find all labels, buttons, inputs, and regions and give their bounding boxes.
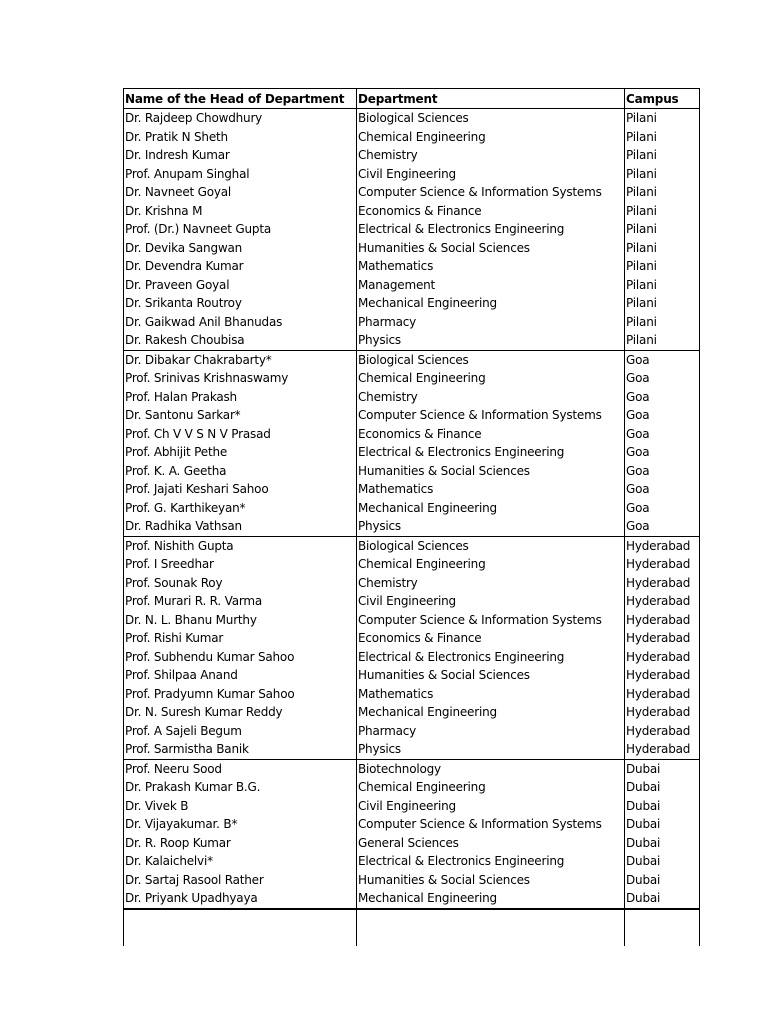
department-cell: Biological Sciences [357, 536, 625, 555]
head-name-cell: Prof. Abhijit Pethe [124, 443, 357, 462]
campus-cell: Hyderabad [625, 722, 700, 741]
table-row [124, 666, 700, 685]
head-name-cell: Prof. K. A. Geetha [124, 462, 357, 481]
campus-cell: Hyderabad [625, 592, 700, 611]
campus-cell: Dubai [625, 834, 700, 853]
department-cell: Chemistry [357, 574, 625, 593]
head-name-cell: Dr. Sartaj Rasool Rather [124, 871, 357, 890]
head-name-cell: Dr. Krishna M [124, 202, 357, 221]
department-cell: Humanities & Social Sciences [357, 239, 625, 258]
head-name-cell: Prof. Shilpaa Anand [124, 666, 357, 685]
department-cell: General Sciences [357, 834, 625, 853]
head-name-cell: Dr. Prakash Kumar B.G. [124, 778, 357, 797]
table-row [124, 648, 700, 667]
department-cell: Biological Sciences [357, 350, 625, 369]
department-cell: Computer Science & Information Systems [357, 406, 625, 425]
table-row [124, 889, 700, 909]
head-name-cell: Prof. Neeru Sood [124, 759, 357, 778]
table-row [124, 797, 700, 816]
department-cell: Computer Science & Information Systems [357, 183, 625, 202]
table-row [124, 555, 700, 574]
campus-cell: Hyderabad [625, 685, 700, 704]
department-cell: Physics [357, 331, 625, 350]
campus-cell: Goa [625, 517, 700, 536]
head-name-cell: Prof. I Sreedhar [124, 555, 357, 574]
table-row [124, 443, 700, 462]
department-cell: Management [357, 276, 625, 295]
table-row [124, 574, 700, 593]
campus-cell: Pilani [625, 276, 700, 295]
campus-cell: Goa [625, 499, 700, 518]
table-row [124, 239, 700, 258]
campus-cell: Goa [625, 369, 700, 388]
head-name-cell: Dr. Srikanta Routroy [124, 294, 357, 313]
campus-cell: Pilani [625, 313, 700, 332]
table-body [124, 109, 700, 946]
campus-cell: Hyderabad [625, 536, 700, 555]
header-campus: Campus [625, 89, 700, 109]
table-row [124, 406, 700, 425]
head-name-cell: Prof. Halan Prakash [124, 388, 357, 407]
head-name-cell: Dr. N. Suresh Kumar Reddy [124, 703, 357, 722]
head-name-cell: Dr. Kalaichelvi* [124, 852, 357, 871]
campus-cell: Goa [625, 480, 700, 499]
head-name-cell: Dr. Navneet Goyal [124, 183, 357, 202]
header-department: Department [357, 89, 625, 109]
head-name-cell: Prof. (Dr.) Navneet Gupta [124, 220, 357, 239]
campus-cell: Pilani [625, 183, 700, 202]
table-row [124, 611, 700, 630]
table-row [124, 480, 700, 499]
campus-cell: Dubai [625, 797, 700, 816]
campus-cell: Goa [625, 425, 700, 444]
department-cell: Economics & Finance [357, 202, 625, 221]
campus-cell: Goa [625, 443, 700, 462]
table-row [124, 740, 700, 759]
table-row [124, 425, 700, 444]
department-cell: Mathematics [357, 257, 625, 276]
department-cell: Computer Science & Information Systems [357, 815, 625, 834]
table-row [124, 815, 700, 834]
head-name-cell: Dr. N. L. Bhanu Murthy [124, 611, 357, 630]
department-cell: Electrical & Electronics Engineering [357, 220, 625, 239]
campus-cell: Dubai [625, 778, 700, 797]
head-name-cell: Dr. Rajdeep Chowdhury [124, 109, 357, 128]
table-row [124, 313, 700, 332]
department-cell: Electrical & Electronics Engineering [357, 443, 625, 462]
head-name-cell: Prof. Subhendu Kumar Sahoo [124, 648, 357, 667]
table-row [124, 629, 700, 648]
table-row [124, 257, 700, 276]
department-cell: Humanities & Social Sciences [357, 871, 625, 890]
header-row [124, 89, 700, 109]
table-row [124, 220, 700, 239]
head-name-cell: Dr. Santonu Sarkar* [124, 406, 357, 425]
department-cell: Electrical & Electronics Engineering [357, 852, 625, 871]
head-name-cell: Prof. Sounak Roy [124, 574, 357, 593]
department-cell: Biological Sciences [357, 109, 625, 128]
campus-cell: Dubai [625, 759, 700, 778]
table-row [124, 294, 700, 313]
department-cell: Mechanical Engineering [357, 703, 625, 722]
hod-table [123, 88, 700, 946]
table-row [124, 276, 700, 295]
table-row [124, 759, 700, 778]
empty-row [124, 909, 700, 946]
empty-cell [124, 909, 357, 946]
campus-cell: Dubai [625, 889, 700, 909]
department-cell: Chemistry [357, 146, 625, 165]
department-cell: Chemistry [357, 388, 625, 407]
department-cell: Chemical Engineering [357, 128, 625, 147]
head-name-cell: Dr. Radhika Vathsan [124, 517, 357, 536]
campus-cell: Hyderabad [625, 648, 700, 667]
head-name-cell: Prof. Jajati Keshari Sahoo [124, 480, 357, 499]
head-name-cell: Dr. Devendra Kumar [124, 257, 357, 276]
campus-cell: Pilani [625, 257, 700, 276]
campus-cell: Pilani [625, 165, 700, 184]
head-name-cell: Prof. Rishi Kumar [124, 629, 357, 648]
empty-cell [625, 909, 700, 946]
department-cell: Chemical Engineering [357, 369, 625, 388]
table-row [124, 146, 700, 165]
head-name-cell: Prof. Pradyumn Kumar Sahoo [124, 685, 357, 704]
department-cell: Pharmacy [357, 313, 625, 332]
head-name-cell: Dr. Vijayakumar. B* [124, 815, 357, 834]
campus-cell: Goa [625, 462, 700, 481]
campus-cell: Hyderabad [625, 555, 700, 574]
hod-table-container [123, 88, 699, 946]
department-cell: Biotechnology [357, 759, 625, 778]
table-row [124, 128, 700, 147]
campus-cell: Hyderabad [625, 629, 700, 648]
head-name-cell: Prof. Murari R. R. Varma [124, 592, 357, 611]
table-row [124, 499, 700, 518]
head-name-cell: Dr. Pratik N Sheth [124, 128, 357, 147]
campus-cell: Pilani [625, 202, 700, 221]
head-name-cell: Dr. R. Roop Kumar [124, 834, 357, 853]
head-name-cell: Prof. Srinivas Krishnaswamy [124, 369, 357, 388]
table-row [124, 109, 700, 128]
head-name-cell: Dr. Priyank Upadhyaya [124, 889, 357, 909]
head-name-cell: Prof. Sarmistha Banik [124, 740, 357, 759]
table-row [124, 183, 700, 202]
table-row [124, 703, 700, 722]
table-row [124, 871, 700, 890]
table-row [124, 350, 700, 369]
table-row [124, 778, 700, 797]
campus-cell: Hyderabad [625, 703, 700, 722]
campus-cell: Pilani [625, 220, 700, 239]
campus-cell: Dubai [625, 852, 700, 871]
campus-cell: Pilani [625, 294, 700, 313]
head-name-cell: Prof. Nishith Gupta [124, 536, 357, 555]
campus-cell: Goa [625, 350, 700, 369]
department-cell: Economics & Finance [357, 425, 625, 444]
head-name-cell: Prof. G. Karthikeyan* [124, 499, 357, 518]
head-name-cell: Dr. Praveen Goyal [124, 276, 357, 295]
campus-cell: Pilani [625, 109, 700, 128]
table-row [124, 536, 700, 555]
department-cell: Mechanical Engineering [357, 294, 625, 313]
table-row [124, 852, 700, 871]
table-row [124, 517, 700, 536]
department-cell: Physics [357, 740, 625, 759]
head-name-cell: Dr. Indresh Kumar [124, 146, 357, 165]
department-cell: Humanities & Social Sciences [357, 462, 625, 481]
department-cell: Computer Science & Information Systems [357, 611, 625, 630]
department-cell: Chemical Engineering [357, 555, 625, 574]
table-row [124, 462, 700, 481]
campus-cell: Hyderabad [625, 666, 700, 685]
department-cell: Mechanical Engineering [357, 889, 625, 909]
department-cell: Civil Engineering [357, 797, 625, 816]
head-name-cell: Dr. Dibakar Chakrabarty* [124, 350, 357, 369]
campus-cell: Pilani [625, 128, 700, 147]
table-row [124, 369, 700, 388]
table-row [124, 685, 700, 704]
head-name-cell: Dr. Devika Sangwan [124, 239, 357, 258]
department-cell: Physics [357, 517, 625, 536]
header-name: Name of the Head of Department [124, 89, 357, 109]
department-cell: Economics & Finance [357, 629, 625, 648]
head-name-cell: Dr. Vivek B [124, 797, 357, 816]
table-row [124, 331, 700, 350]
campus-cell: Pilani [625, 331, 700, 350]
campus-cell: Dubai [625, 815, 700, 834]
head-name-cell: Dr. Gaikwad Anil Bhanudas [124, 313, 357, 332]
head-name-cell: Dr. Rakesh Choubisa [124, 331, 357, 350]
head-name-cell: Prof. A Sajeli Begum [124, 722, 357, 741]
head-name-cell: Prof. Ch V V S N V Prasad [124, 425, 357, 444]
department-cell: Civil Engineering [357, 592, 625, 611]
head-name-cell: Prof. Anupam Singhal [124, 165, 357, 184]
department-cell: Mathematics [357, 685, 625, 704]
department-cell: Mathematics [357, 480, 625, 499]
table-row [124, 165, 700, 184]
campus-cell: Goa [625, 388, 700, 407]
department-cell: Humanities & Social Sciences [357, 666, 625, 685]
table-row [124, 388, 700, 407]
campus-cell: Pilani [625, 239, 700, 258]
campus-cell: Hyderabad [625, 740, 700, 759]
campus-cell: Dubai [625, 871, 700, 890]
table-row [124, 202, 700, 221]
table-row [124, 722, 700, 741]
department-cell: Pharmacy [357, 722, 625, 741]
department-cell: Electrical & Electronics Engineering [357, 648, 625, 667]
campus-cell: Hyderabad [625, 611, 700, 630]
empty-cell [357, 909, 625, 946]
table-row [124, 592, 700, 611]
campus-cell: Hyderabad [625, 574, 700, 593]
table-row [124, 834, 700, 853]
department-cell: Chemical Engineering [357, 778, 625, 797]
department-cell: Civil Engineering [357, 165, 625, 184]
department-cell: Mechanical Engineering [357, 499, 625, 518]
campus-cell: Pilani [625, 146, 700, 165]
campus-cell: Goa [625, 406, 700, 425]
